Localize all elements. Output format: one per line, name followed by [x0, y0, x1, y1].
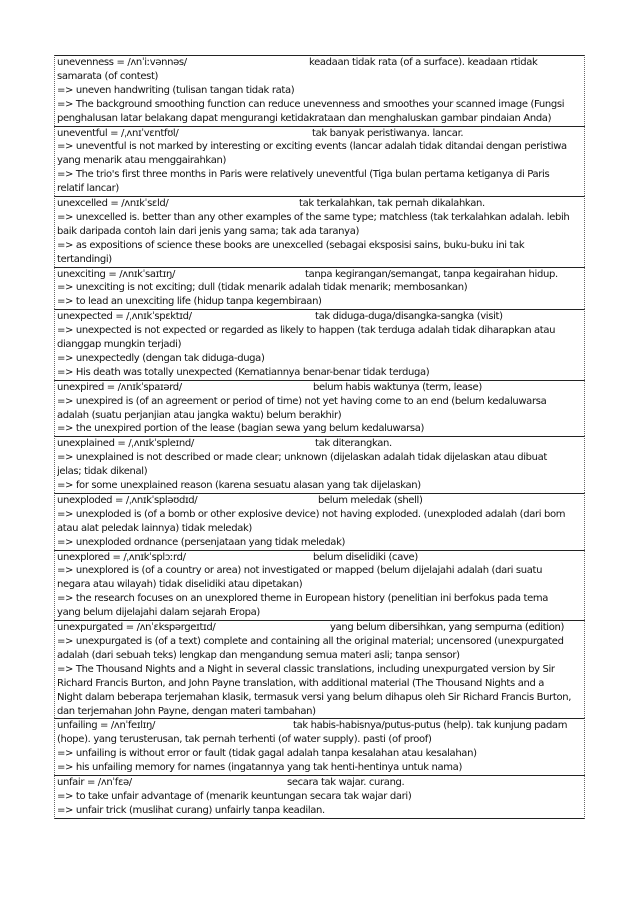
- glossary-entry: [54, 493, 585, 550]
- entry-text-line: => his unfailing memory for names (ingatannya yang tak henti-hentinya untuk nama): [57, 762, 462, 774]
- entry-text-line: => uneventful is not marked by interesting or exciting events (lancar adalah tidak ditandai dengan peristiwa: [57, 141, 567, 153]
- entry-text-line: => unexpectedly (dengan tak diduga-duga): [57, 352, 265, 364]
- entry-header: [57, 437, 584, 451]
- entry-definition: tak diterangkan.: [315, 438, 392, 450]
- entry-headword: unexploded = /ˌʌnɪkˈspləʊdɪd/: [57, 494, 198, 506]
- entry-header: [57, 381, 584, 395]
- glossary-entry: [54, 126, 585, 197]
- entry-text-line: => as expositions of science these books are unexcelled (sebagai eksposisi sains, buku-buku ini tak: [57, 239, 525, 251]
- entry-text-line: relatif lancar): [57, 183, 119, 195]
- entry-definition: belum diselidiki (cave): [313, 551, 418, 563]
- glossary-entry: [54, 267, 585, 310]
- glossary-entry: [54, 196, 585, 267]
- entry-header: [57, 621, 584, 635]
- entry-text-line: => unexcelled is. better than any other examples of the same type; matchless (tak terkalahkan adalah. lebih: [57, 211, 570, 223]
- entry-definition: secara tak wajar. curang.: [287, 777, 405, 789]
- entry-definition: keadaan tidak rata (of a surface). keadaan rtidak: [309, 57, 538, 68]
- entry-headword: unexpected = /ˌʌnɪkˈspɛktɪd/: [57, 311, 192, 323]
- entry-header: [57, 719, 584, 733]
- glossary-entry: [54, 718, 585, 775]
- entry-text-line: baik daripada contoh lain dari jenis yang sama; tak ada taranya): [57, 225, 360, 237]
- entry-text-line: => unexciting is not exciting; dull (tidak menarik adalah tidak menarik; membosankan): [57, 282, 468, 294]
- entry-header: [57, 551, 584, 565]
- entry-definition: yang belum dibersihkan, yang sempurna (edition): [330, 622, 565, 634]
- entry-headword: unexplained = /ˌʌnɪkˈspleɪnd/: [57, 438, 194, 450]
- entry-text-line: => unexplained is not described or made clear; unknown (dijelaskan adalah tidak dijelaskan atau dibuat: [57, 452, 547, 464]
- glossary-document: [54, 55, 585, 819]
- entry-text-line: dianggap mungkin terjadi): [57, 339, 182, 351]
- entry-headword: unexpurgated = /ʌnˈɛkspərgeɪtɪd/: [57, 622, 216, 634]
- entry-headword: unexplored = /ˌʌnɪkˈsplɔːrd/: [57, 551, 186, 563]
- entry-header: [57, 494, 584, 508]
- entry-text-line: => for some unexplained reason (karena sesuatu alasan yang tak dijelaskan): [57, 480, 421, 492]
- entry-text-line: => The trio's first three months in Paris were relatively uneventful (Tiga bulan pertama ketiganya di Paris: [57, 169, 550, 181]
- entry-text-line: yang belum dijelajahi dalam sejarah Eropa): [57, 607, 260, 619]
- glossary-entry: [54, 775, 585, 819]
- entry-text-line: adalah (dari sebuah teks) lengkap dan mengandung semua materi asli; tanpa sensor): [57, 649, 460, 661]
- entry-text-line: => unfailing is without error or fault (tidak gagal adalah tanpa kesalahan atau kesalahan): [57, 748, 477, 760]
- entry-text-line: => the research focuses on an unexplored theme in European history (penelitian ini berfokus pada tema: [57, 593, 549, 605]
- entry-text-line: negara atau wilayah) tidak diselidiki atau dipetakan): [57, 579, 303, 591]
- entry-headword: unfair = /ʌnˈfɛə/: [57, 777, 132, 789]
- entry-text-line: => unexploded is (of a bomb or other explosive device) not having exploded. (unexploded adalah (dari bom: [57, 508, 566, 520]
- entry-text-line: yang menarik atau menggairahkan): [57, 155, 227, 167]
- entry-text-line: jelas; tidak dikenal): [57, 466, 148, 478]
- entry-text-line: => The background smoothing function can reduce unevenness and smoothes your scanned image (Fungsi: [57, 98, 565, 110]
- entry-header: [57, 197, 584, 211]
- entry-text-line: => The Thousand Nights and a Night in several classic translations, including unexpurgated version by Sir: [57, 663, 555, 675]
- entry-text-line: => uneven handwriting (tulisan tangan tidak rata): [57, 84, 295, 96]
- entry-header: [57, 268, 584, 282]
- entry-headword: unfailing = /ʌnˈfeɪlɪŋ/: [57, 720, 155, 732]
- glossary-entry: [54, 550, 585, 621]
- glossary-entry: [54, 620, 585, 718]
- entry-definition: tak terkalahkan, tak pernah dikalahkan.: [299, 198, 485, 210]
- entry-headword: uneventful = /ˌʌnɪˈvɛntfʊl/: [57, 127, 179, 139]
- entry-text-line: => unfair trick (muslihat curang) unfairly tanpa keadilan.: [57, 804, 325, 816]
- glossary-entry: [54, 436, 585, 493]
- entry-text-line: => to take unfair advantage of (menarik keuntungan secara tak wajar dari): [57, 790, 412, 802]
- entry-text-line: => unexplored is (of a country or area) not investigated or mapped (belum dijelajahi adalah (dari suatu: [57, 565, 543, 577]
- entry-headword: unexcelled = /ʌnɪkˈsɛld/: [57, 198, 169, 210]
- entry-text-line: dan terjemahan John Payne, dengan materi tambahan): [57, 705, 316, 717]
- entry-text-line: Richard Francis Burton, and John Payne translation, with additional material (The Thousand Nights and a: [57, 677, 545, 689]
- entry-text-line: => unexpired is (of an agreement or period of time) not yet having come to an end (belum kedaluwarsa: [57, 395, 547, 407]
- entry-definition: tak habis-habisnya/putus-putus (help). tak kunjung padam: [293, 720, 568, 732]
- entry-definition: belum habis waktunya (term, lease): [313, 381, 482, 393]
- entry-definition: tanpa kegirangan/semangat, tanpa kegairahan hidup.: [305, 268, 558, 280]
- entry-headword: unevenness = /ʌnˈiːvənnəs/: [57, 57, 187, 68]
- entry-headword: unexpired = /ʌnɪkˈspaɪərd/: [57, 381, 182, 393]
- entry-text-line: => unexploded ordnance (persenjataan yang tidak meledak): [57, 536, 346, 548]
- entry-text-line: => unexpected is not expected or regarded as likely to happen (tak terduga adalah tidak diharapkan atau: [57, 325, 556, 337]
- entry-headword: unexciting = /ʌnɪkˈsaɪtɪŋ/: [57, 268, 175, 280]
- entry-definition: tak banyak peristiwanya. lancar.: [312, 127, 464, 139]
- entry-definition: tak diduga-duga/disangka-sangka (visit): [315, 311, 503, 323]
- glossary-entry: [54, 309, 585, 380]
- glossary-entry: [54, 380, 585, 437]
- entry-text-line: adalah (suatu perjanjian atau jangka waktu) belum berakhir): [57, 409, 342, 421]
- entry-text-line: samarata (of contest): [57, 70, 159, 82]
- entry-text-line: penghalusan latar belakang dapat mengurangi ketidakrataan dan menghaluskan gambar pindaian Anda): [57, 112, 552, 124]
- entry-definition: belum meledak (shell): [318, 494, 423, 506]
- entry-header: [57, 56, 584, 70]
- entry-header: [57, 127, 584, 141]
- entry-text-line: (hope). yang terusterusan, tak pernah terhenti (of water supply). pasti (of proof): [57, 734, 432, 746]
- entry-text-line: => to lead an unexciting life (hidup tanpa kegembiraan): [57, 296, 322, 308]
- entry-text-line: atau alat peledak lainnya) tidak meledak): [57, 522, 252, 534]
- entry-text-line: => unexpurgated is (of a text) complete and containing all the original material; uncensored (unexpurgated: [57, 636, 564, 647]
- entry-text-line: => the unexpired portion of the lease (bagian sewa yang belum kedaluwarsa): [57, 423, 425, 435]
- entry-text-line: tertandingi): [57, 253, 112, 265]
- glossary-entry: [54, 55, 585, 126]
- entry-text-line: => His death was totally unexpected (Kematiannya benar-benar tidak terduga): [57, 366, 430, 378]
- entry-text-line: Night dalam beberapa terjemahan klasik, termasuk versi yang belum dihapus oleh Sir Richard Francis Burton,: [57, 691, 572, 703]
- entry-header: [57, 776, 584, 790]
- entry-header: [57, 310, 584, 324]
